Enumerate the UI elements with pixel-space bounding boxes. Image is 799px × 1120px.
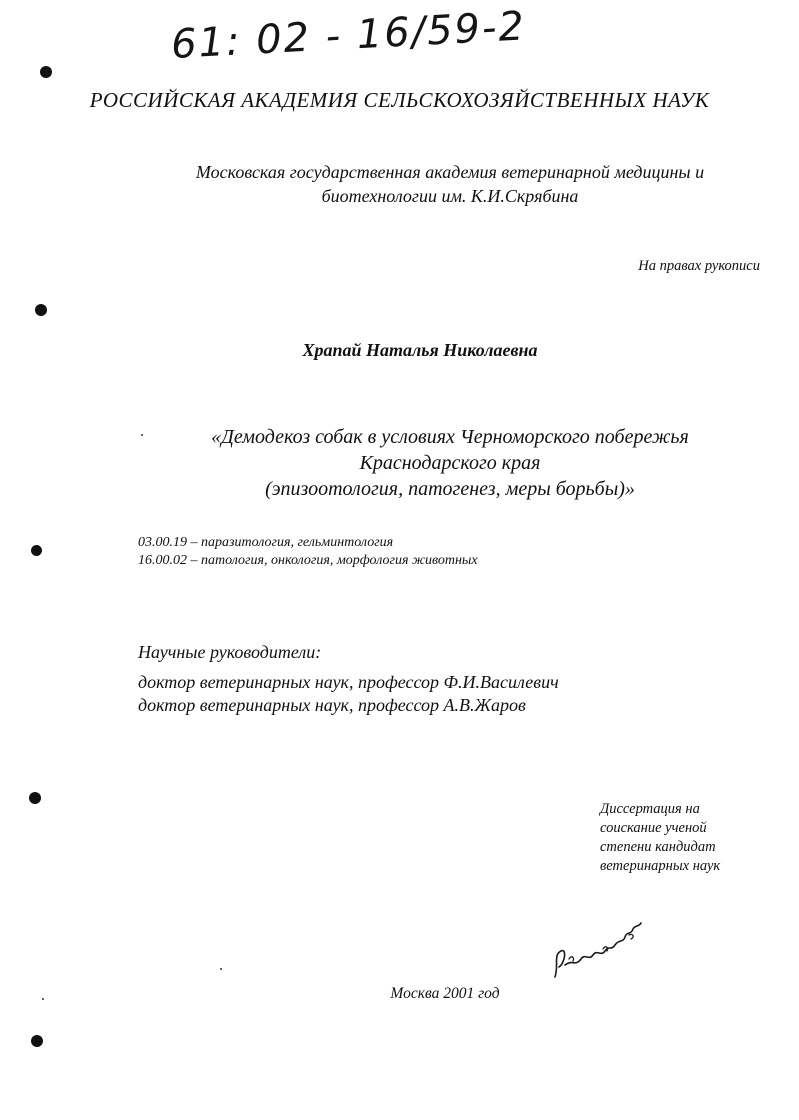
punch-hole-decoration xyxy=(35,304,47,316)
supervisor-item: доктор ветеринарных наук, профессор А.В.Жаров xyxy=(138,695,526,715)
handwritten-signature xyxy=(545,915,655,985)
dissertation-title xyxy=(120,424,780,502)
title-line: «Демодекоз собак в условиях Черноморского побережья xyxy=(211,426,689,448)
scan-speck-decoration xyxy=(42,998,44,1000)
title-line: Краснодарского края xyxy=(359,452,541,474)
specialty-item: 16.00.02 – патология, онкология, морфология животных xyxy=(138,553,478,568)
degree-line: ветеринарных наук xyxy=(600,858,721,874)
academy-name: РОССИЙСКАЯ АКАДЕМИЯ СЕЛЬСКОХОЗЯЙСТВЕННЫХ НАУК xyxy=(89,88,710,112)
scan-speck-decoration xyxy=(220,968,222,970)
title-line: (эпизоотология, патогенез, меры борьбы)» xyxy=(265,478,635,500)
degree-line: степени кандидат xyxy=(600,839,716,855)
manuscript-rights-note: На правах рукописи xyxy=(638,258,760,274)
punch-hole-decoration xyxy=(40,66,52,78)
supervisor-item: доктор ветеринарных наук, профессор Ф.И.Василевич xyxy=(138,672,559,692)
punch-hole-decoration xyxy=(31,545,42,556)
specialty-codes xyxy=(138,534,658,570)
specialty-item: 03.00.19 – паразитология, гельминтология xyxy=(138,535,394,550)
institution-name xyxy=(150,160,750,208)
handwritten-archive-code: 61: 02 - 16/59-2 xyxy=(170,3,527,68)
author-name: Храпай Наталья Николаевна xyxy=(302,340,538,360)
punch-hole-decoration xyxy=(31,1035,43,1047)
institution-line: биотехнологии им. К.И.Скрябина xyxy=(321,186,579,206)
degree-line: соискание ученой xyxy=(600,820,707,836)
supervisors-list xyxy=(138,671,698,717)
institution-line: Московская государственная академия ветеринарной медицины и xyxy=(195,162,705,182)
city-year: Москва 2001 год xyxy=(390,985,500,1002)
degree-line: Диссертация на xyxy=(600,801,700,817)
punch-hole-decoration xyxy=(29,792,41,804)
degree-statement xyxy=(600,800,770,876)
supervisors-heading: Научные руководители: xyxy=(138,642,322,662)
